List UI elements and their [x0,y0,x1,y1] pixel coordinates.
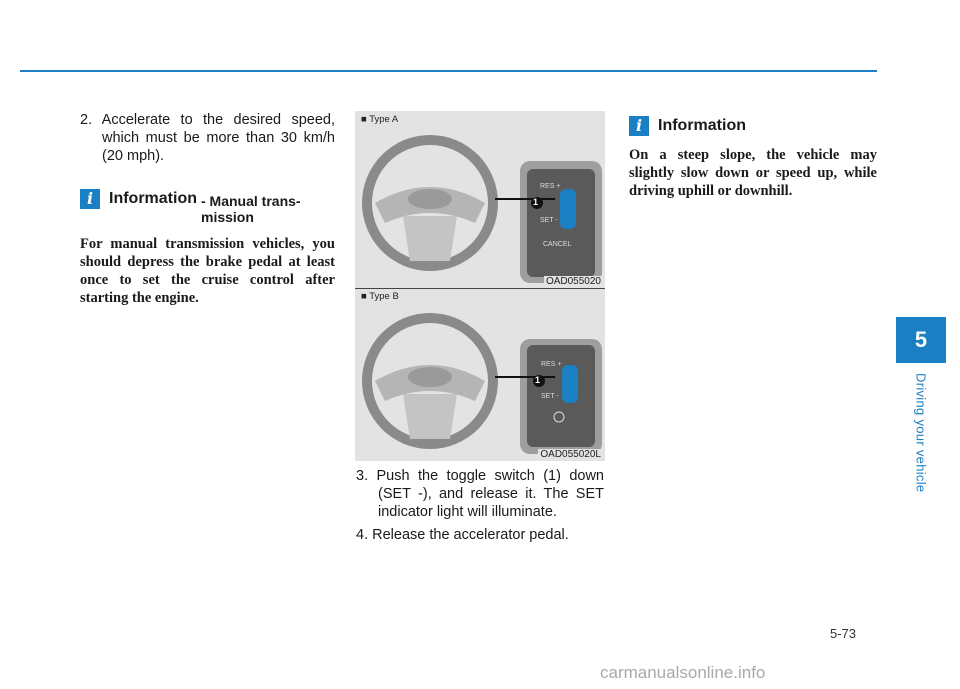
set-minus-button: SET - [540,217,558,224]
info-subtitle: - Manual trans- mission [201,193,301,225]
step-4 [356,526,604,544]
steering-wheel-illustration [355,111,605,288]
figure-b-code: OAD055020L [540,449,601,460]
callout-1: 1 [533,197,539,207]
figure-type-b [355,289,605,461]
chapter-tab: 5 [896,317,946,363]
callout-1: 1 [535,375,541,385]
information-icon: i [629,116,649,136]
info-title: Information [658,117,746,134]
step-2 [80,111,335,165]
chapter-label: Driving your vehicle [913,373,929,493]
left-column [80,111,335,307]
figure-a-label: ■ Type A [361,114,399,125]
step-3 [356,467,604,521]
res-plus-button: RES + [540,183,561,190]
information-icon: i [80,189,100,209]
right-column [629,116,877,200]
info-body-slope: On a steep slope, the vehicle may slightly slow down or speed up, while driving uphill or downhill. [629,147,877,199]
res-plus-button: RES + [541,361,562,368]
header-rule [20,70,877,72]
step-2-number: 2. [80,112,93,128]
info-box-manual [80,189,335,225]
step-2-text: Accelerate to the desired speed, which must be more than 30 km/h (20 mph). [101,112,335,164]
info-title: Information [109,190,197,207]
watermark: carmanualsonline.info [600,663,766,682]
figure-b-label: ■ Type B [361,291,399,302]
page-number: 5-73 [830,626,857,641]
info-box-slope [629,116,877,136]
step-4-number: 4. [356,527,369,543]
figure-type-a [355,111,605,288]
step-4-text: Release the accelerator pedal. [372,527,569,543]
cancel-button: CANCEL [543,241,572,248]
steering-wheel-illustration [355,289,605,461]
set-minus-button: SET - [541,393,559,400]
step-3-number: 3. [356,468,369,484]
step-3-text: Push the toggle switch (1) down (SET -), and release it. The SET indicator light will illuminate. [376,468,604,520]
figure-a-code: OAD055020 [545,276,601,287]
middle-column [356,467,604,544]
info-body-manual: For manual transmission vehicles, you should depress the brake pedal at least once to set the cruise control after starting the engine. [80,236,335,306]
